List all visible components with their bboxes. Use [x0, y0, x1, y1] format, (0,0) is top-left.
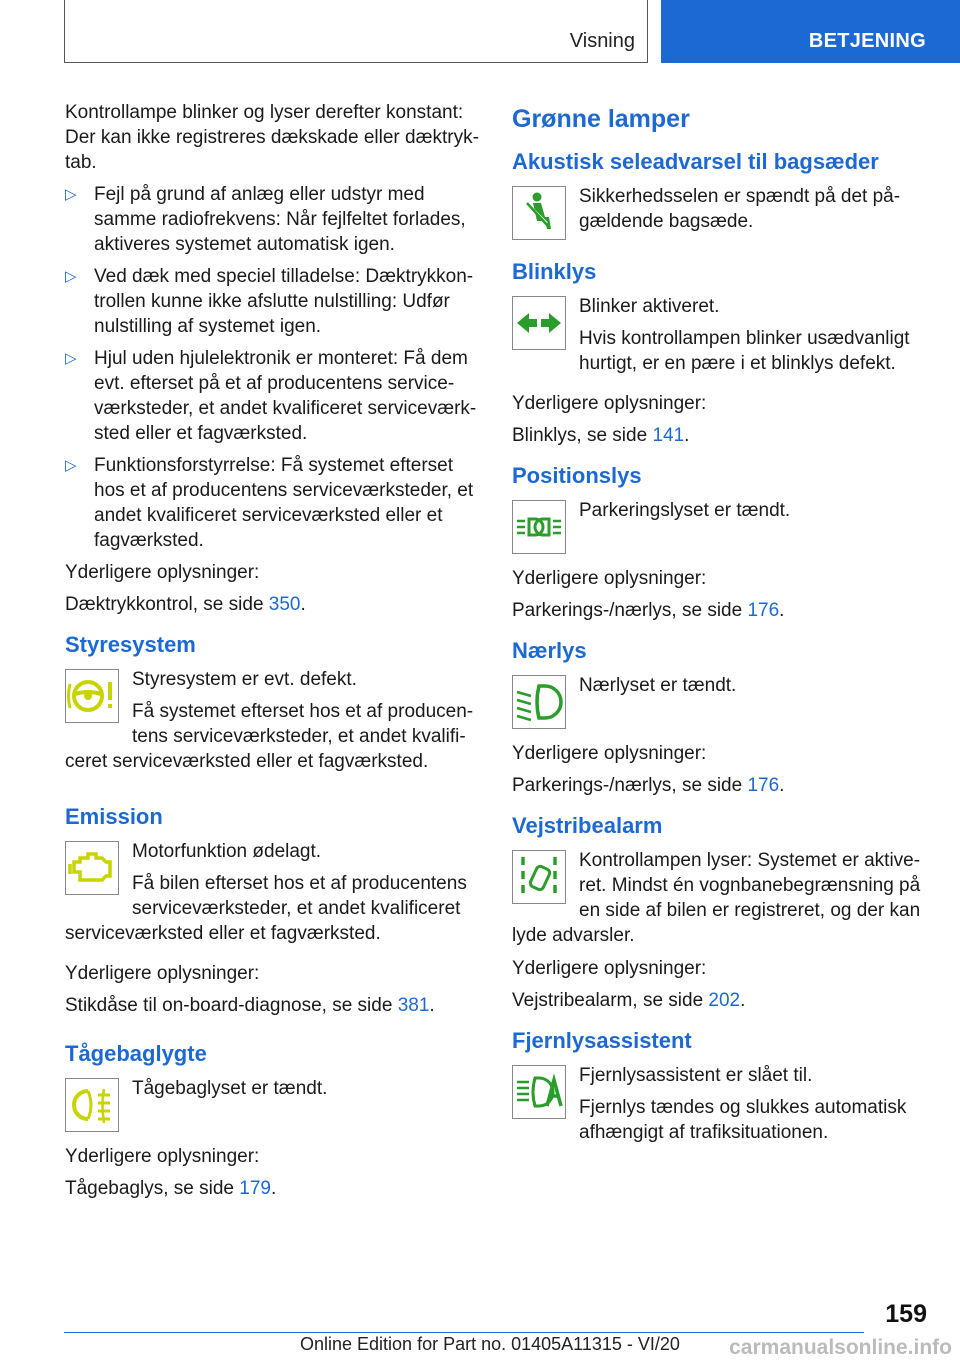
reference: Parkerings-/nærlys, se side 176.	[512, 775, 785, 796]
parking-light-icon	[512, 500, 566, 554]
steering-warning-icon	[65, 669, 119, 723]
page-link[interactable]: 176	[747, 775, 780, 796]
footer-edition: Online Edition for Part no. 01405A11315 - VI/20	[300, 1334, 680, 1354]
more-info-label: Yderligere oplysninger:	[65, 562, 260, 583]
list-item: ▷ Funktionsforstyrrelse: Få systemet efterset hos et af producentens serviceværksteder, et andet kvalificeret serviceværksted eller et fagværksted.	[65, 455, 474, 551]
intro-text: Kontrollampe blinker og lyser derefter konstant: Der kan ikke registreres dækskade eller dæktryktab.	[65, 102, 479, 173]
page-link[interactable]: 202	[708, 990, 741, 1011]
page-link[interactable]: 176	[747, 600, 780, 621]
fog-entry: Tågebaglyset er tændt.	[65, 1076, 480, 1136]
header-section: Visning	[569, 30, 635, 52]
page-link[interactable]: 381	[397, 995, 430, 1016]
list-item: ▷ Ved dæk med speciel tilladelse: Dæktrykkontrollen kunne ikke afslutte nulstilling: Udfør nulstilling af systemet igen.	[65, 266, 474, 337]
section-title-steering: Styresystem	[65, 632, 196, 657]
low-beam-entry: Nærlyset er tændt.	[512, 673, 932, 733]
footer-divider	[64, 1332, 864, 1333]
section-title-high-beam: Fjernlysassistent	[512, 1028, 692, 1053]
section-title-emission: Emission	[65, 804, 163, 829]
header-frame	[64, 0, 648, 63]
section-title-belt: Akustisk seleadvarsel til bagsæder	[512, 149, 879, 174]
right-column: Grønne lamper Akustisk seleadvarsel til bagsæder Sikkerhedsselen er spændt på det pågældende bagsæde. Blinklys Blinker aktiveret. Hvis kontrollampen blinker usædvanligt hurtigt, er en pære i et blinklys defekt. Yderligere oplysninger: Blinklys, se side 141. Positionslys Parkeringslyset er tændt. Yderligere oplysninger: Parkerings-/nærlys, se side 176. Nærlys Nærlyset er tændt. Yderligere oplysninger: Parkerings-/nærlys, se side 176. Vejstribealarm Kontrollampen lyser: Systemet er aktiveret. Mindst én vognbanebegrænsning på en side af bilen er registreret, og der kan lyde advarsler. Yderligere oplysninger: Vejstribealarm, se side 202. Fjernlysassistent Fjernlysassistent er slået til. Fjernlys tændes og slukkes automatisk afhængigt af trafiksituationen.	[512, 100, 932, 1160]
reference: Dæktrykkontrol, se side 350.	[65, 594, 306, 615]
steering-entry: Styresystem er evt. defekt. Få systemet efterset hos et af producentens serviceværksteder, et andet kvalificeret serviceværksted eller et fagværksted.	[65, 669, 474, 772]
turn-signal-icon	[512, 296, 566, 350]
lane-departure-icon	[512, 850, 566, 904]
blink-entry: Blinker aktiveret. Hvis kontrollampen blinker usædvanligt hurtigt, er en pære i et blinklys defekt.	[512, 294, 932, 383]
page-link[interactable]: 350	[268, 594, 301, 615]
list-item: ▷ Hjul uden hjulelektronik er monteret: Få dem evt. efterset på et af producentens serviceværksteder, et andet kvalificeret serviceværksted eller et fagværksted.	[65, 348, 477, 444]
page-link[interactable]: 141	[652, 425, 685, 446]
section-title-low-beam: Nærlys	[512, 638, 587, 663]
page-number: 159	[885, 1300, 927, 1328]
bullet-triangle-icon: ▷	[65, 350, 77, 367]
bullet-triangle-icon: ▷	[65, 186, 77, 203]
rear-fog-icon	[65, 1078, 119, 1132]
low-beam-icon	[512, 675, 566, 729]
reference: Blinklys, se side 141.	[512, 425, 690, 446]
section-title-green-lamps: Grønne lamper	[512, 105, 690, 133]
high-beam-entry: Fjernlysassistent er slået til. Fjernlys tændes og slukkes automatisk afhængigt af trafiksituationen.	[512, 1063, 932, 1152]
section-title-blink: Blinklys	[512, 259, 597, 284]
lane-entry: Kontrollampen lyser: Systemet er aktiveret. Mindst én vognbanebegrænsning på en side af bilen er registreret, og der kan lyde advarsler.	[512, 850, 921, 946]
header-chapter: BETJENING	[661, 0, 960, 63]
bullet-triangle-icon: ▷	[65, 268, 77, 285]
left-column: Kontrollampe blinker og lyser derefter konstant: Der kan ikke registreres dækskade eller dæktryktab. ▷ Fejl på grund af anlæg eller udstyr med samme radiofrekvens: Når fejlfeltet forlades, aktiveres systemet automatisk igen. ▷ Ved dæk med speciel tilladelse: Dæktrykkontrollen kunne ikke afslutte nulstilling: Udfør nulstilling af systemet igen. ▷ Hjul uden hjulelektronik er monteret: Få dem evt. efterset på et af producentens serviceværksteder, et andet kvalificeret serviceværksted eller et fagværksted. ▷ Funktionsforstyrrelse: Få systemet efterset hos et af producentens serviceværksteder, et andet kvalificeret serviceværksted eller et fagværksted. Yderligere oplysninger: Dæktrykkontrol, se side 350. Styresystem Styresystem er evt. defekt. Få systemet efterset hos et af producentens serviceværksteder, et andet kvalificeret serviceværksted eller et fagværksted. Emission Motorfunktion ødelagt. Få bilen efterset hos et af producentens serviceværksteder, et andet kvalificeret serviceværksted eller et fagværksted. Yderligere oplysninger: Stikdåse til on-board-diagnose, se side 381. Tågebaglygte Tågebaglyset er tændt. Yderligere oplysninger: Tågebaglys, se side 179.	[65, 102, 479, 1199]
seatbelt-icon	[512, 186, 566, 240]
reference: Stikdåse til on-board-diagnose, se side 381.	[65, 995, 435, 1016]
high-beam-assist-icon	[512, 1065, 566, 1119]
engine-icon	[65, 841, 119, 895]
position-entry: Parkeringslyset er tændt.	[512, 498, 932, 558]
emission-entry: Motorfunktion ødelagt. Få bilen efterset hos et af producentens serviceværksteder, et andet kvalificeret serviceværksted eller et fagværksted.	[65, 841, 467, 944]
list-item: ▷ Fejl på grund af anlæg eller udstyr med samme radiofrekvens: Når fejlfeltet forlades, aktiveres systemet automatisk igen.	[65, 184, 466, 255]
bullet-triangle-icon: ▷	[65, 457, 77, 474]
belt-entry: Sikkerhedsselen er spændt på det pågældende bagsæde.	[512, 184, 932, 244]
section-title-lane: Vejstribealarm	[512, 813, 663, 838]
section-title-position: Positionslys	[512, 463, 642, 488]
section-title-fog: Tågebaglygte	[65, 1041, 207, 1066]
reference: Tågebaglys, se side 179.	[65, 1178, 277, 1199]
watermark: carmanualsonline.info	[729, 1336, 952, 1359]
page-link[interactable]: 179	[239, 1178, 271, 1199]
reference: Parkerings-/nærlys, se side 176.	[512, 600, 785, 621]
reference: Vejstribealarm, se side 202.	[512, 990, 746, 1011]
